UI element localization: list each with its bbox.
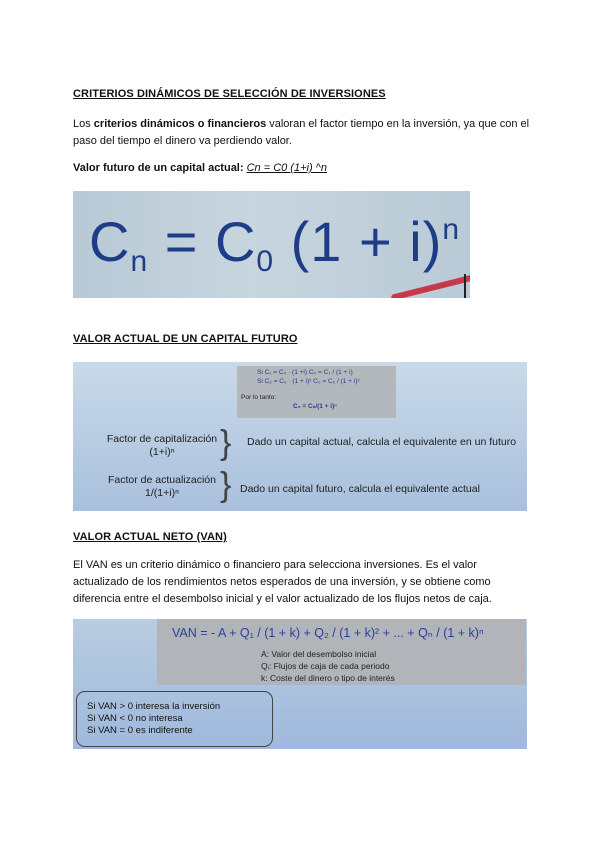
cond-zero: Si VAN = 0 es indiferente [87, 725, 193, 736]
legend-k: k: Coste del dinero o tipo de interés [261, 673, 395, 683]
van-conditions-box [76, 691, 273, 747]
brace-icon: } [220, 466, 232, 504]
para-pre: Los [73, 118, 94, 130]
para-post: valoran el factor tiempo en la inversión, ya que con el paso del tiempo el dinero va perdiendo valor. [73, 118, 530, 147]
factor-cap-desc: Dado un capital actual, calcula el equivalente en un futuro [247, 436, 517, 448]
valor-futuro-formula: Cn = C0 (1+i) ^n [246, 162, 327, 174]
factor-act-desc: Dado un capital futuro, calcula el equivalente actual [240, 483, 480, 495]
legend-a: A: Valor del desembolso inicial [261, 649, 377, 659]
van-formula-panel [157, 619, 526, 685]
brace-icon: } [220, 424, 232, 462]
factor-actualizacion: Factor de actualización 1/(1+i)ⁿ [108, 474, 216, 499]
cond-positive: Si VAN > 0 interesa la inversión [87, 701, 221, 712]
paragraph-criterios [73, 116, 533, 150]
heading-van: VALOR ACTUAL NETO (VAN) [73, 531, 227, 543]
factor-capitalizacion: Factor de capitalización (1+i)ⁿ [106, 433, 218, 458]
valor-futuro-label: Valor futuro de un capital actual: [73, 162, 244, 174]
van-formula: VAN = - A + Q₁ / (1 + k) + Q₂ / (1 + k)² + ... + Qₙ / (1 + k)ⁿ [172, 626, 484, 640]
formula-cn: $C_n = C_0$ $(1 + i)^n$ [89, 210, 461, 278]
heading-valor-actual: VALOR ACTUAL DE UN CAPITAL FUTURO [73, 333, 298, 345]
image-edge-mark [464, 274, 466, 298]
para-bold: criterios dinámicos o financieros [93, 118, 267, 130]
formula-panel: Si C₁ = C₀ · (1 +i) C₀ = C₁ / (1 + i) Si C₂ = C₀ · (1 + i)² C₀ = C₂ / (1 + i)² Por lo tanto: C₀ = Cₙ/(1 + i)ⁿ [237, 366, 396, 418]
van-image [73, 619, 527, 749]
paragraph-van: El VAN es un criterio dinámico o financiero para selecciona inversiones. Es el valor actualizado de los rendimientos netos esperados de una inversión, y se obtiene como diferencia entre el desembolso inicial y el valor actualizado de los flujos netos de caja. [73, 559, 492, 605]
legend-q: Qᵢ: Flujos de caja de cada periodo [261, 661, 390, 671]
heading-criterios-dinamicos: CRITERIOS DINÁMICOS DE SELECCIÓN DE INVERSIONES [73, 88, 386, 100]
cond-negative: Si VAN < 0 no interesa [87, 713, 183, 724]
valor-futuro-line [73, 160, 327, 177]
factores-image [73, 362, 527, 511]
formula-image-capital-futuro [73, 191, 470, 298]
